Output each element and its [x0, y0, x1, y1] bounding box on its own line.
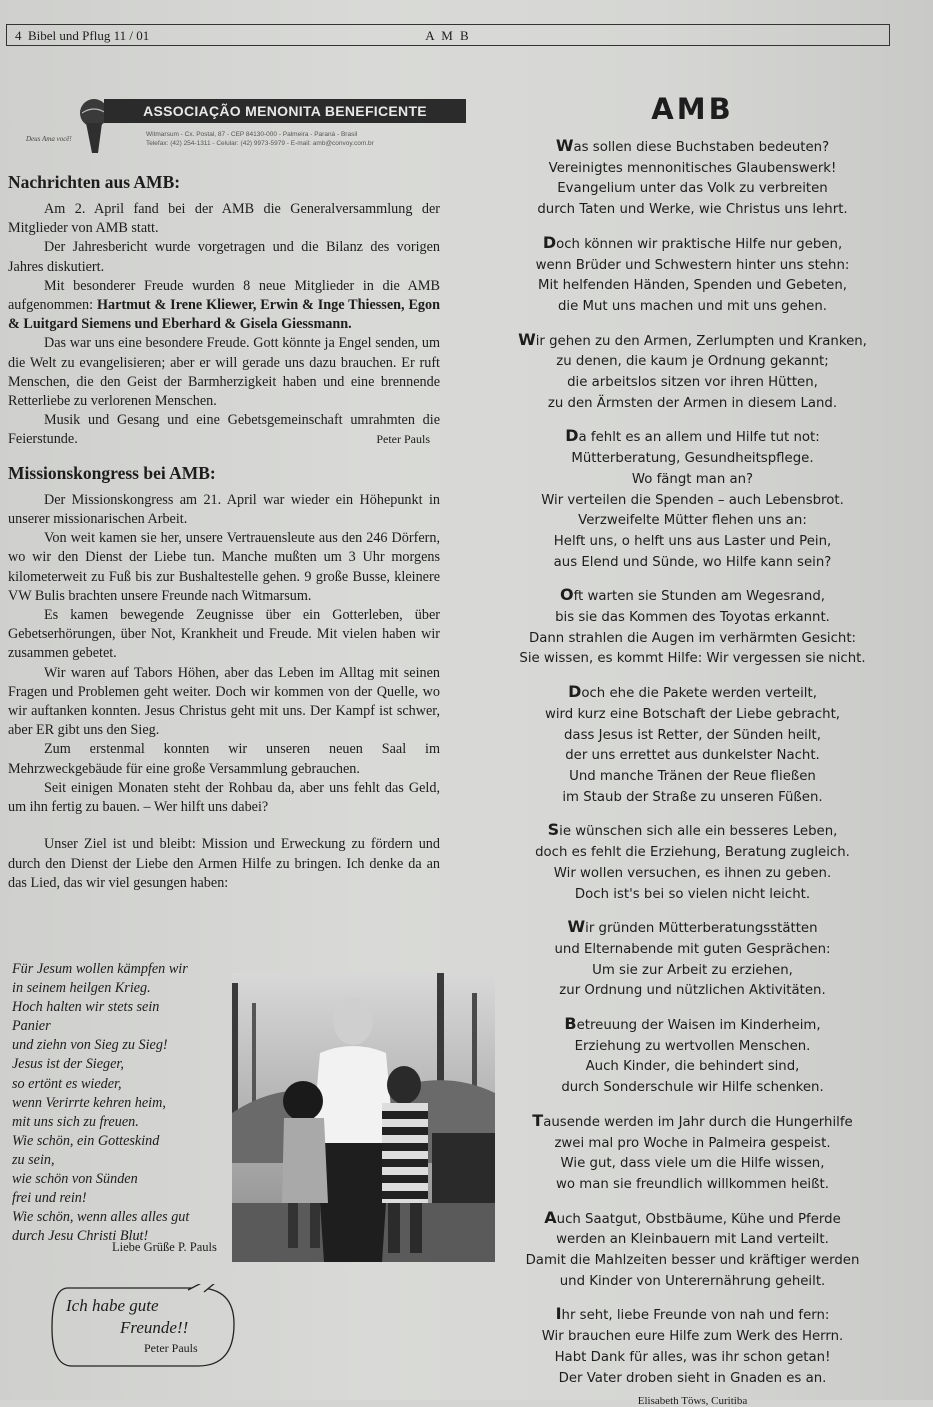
song-line: Jesus ist der Sieger, — [12, 1056, 124, 1073]
poem-line: zwei mal pro Woche in Palmeira gespeist. — [554, 1135, 831, 1151]
poem-stanza — [500, 585, 885, 670]
poem-line: Was sollen diese Buchstaben bedeuten? — [555, 136, 830, 155]
poem-line: Dann strahlen die Augen im verhärmten Gesicht: — [528, 630, 857, 646]
poem-line: wenn Brüder und Schwestern hinter uns stehn: — [535, 257, 850, 273]
initial-letter: I — [555, 1304, 562, 1324]
poem-line: und Kinder von Unterernährung geheilt. — [559, 1273, 826, 1289]
news-paragraph — [8, 277, 440, 335]
poem-line: Sie wissen, es kommt Hilfe: Wir vergessen sie nicht. — [519, 651, 866, 667]
poem-line: der uns errettet aus dunkelster Nacht. — [565, 748, 820, 764]
initial-letter: D — [565, 426, 579, 446]
poem-line: Wir gründen Mütterberatungsstätten — [567, 917, 818, 937]
poem-line: Wir gehen zu den Armen, Zerlumpten und Kranken, — [518, 329, 867, 349]
poem-line: Mütterberatung, Gesundheitspflege. — [571, 451, 814, 467]
poem-stanza — [500, 917, 885, 1002]
bubble-line-2: Freunde!! — [120, 1318, 189, 1337]
poem-line: Damit die Mahlzeiten besser und kräftiger werden — [525, 1253, 860, 1269]
mission-paragraph: Der Missionskongress am 21. April war wieder ein Höhepunkt in unserer missionarischen Arbeit. — [8, 491, 440, 528]
initial-letter: T — [532, 1110, 544, 1130]
song-line: Hoch halten wir stets sein — [12, 999, 160, 1016]
song-line: mit uns sich zu freuen. — [12, 1113, 139, 1130]
initial-letter: O — [560, 585, 574, 605]
poem-stanza — [500, 820, 885, 905]
news-paragraph: Am 2. April fand bei der AMB die Generalversammlung der Mitglieder von AMB statt. — [8, 201, 440, 237]
bubble-line-1: Ich habe gute — [66, 1296, 159, 1315]
poem-line: zur Ordnung und nützlichen Aktivitäten. — [559, 983, 826, 999]
song-line: frei und rein! — [12, 1190, 87, 1207]
news-paragraph-text: Mit besonderer Freude wurden 8 neue Mitglieder in die AMB aufgenommen: — [8, 277, 440, 314]
poem-line: Erziehung zu wertvollen Menschen. — [574, 1038, 811, 1054]
poem-line: zu denen, die kaum je Ordnung gekannt; — [556, 354, 829, 370]
poem-line: die Mut uns machen und mit uns gehen. — [557, 298, 828, 314]
poem-line: durch Taten und Werke, wie Christus uns lehrt. — [537, 202, 848, 218]
mission-paragraph: Zum erstenmal konnten wir unseren neuen Saal im Mehrzweckgebäude für eine große Versammlung gebrauchen. — [8, 741, 440, 777]
news-heading: Nachrichten aus AMB: — [8, 172, 181, 192]
initial-letter: B — [564, 1014, 577, 1034]
publication-name: Bibel und Pflug 11 / 01 — [28, 28, 150, 43]
song-line: zu sein, — [12, 1151, 55, 1168]
poem-line: Doch ehe die Pakete werden verteilt, — [568, 682, 817, 702]
poem-stanza — [500, 1014, 885, 1099]
poem-line: aus Elend und Sünde, wo Hilfe kann sein? — [553, 554, 832, 570]
song-line: Für Jesum wollen kämpfen wir — [12, 961, 188, 977]
poem-line: Oft warten sie Stunden am Wegesrand, — [560, 585, 825, 605]
mission-paragraph: Wir waren auf Tabors Höhen, aber das Leben im Alltag mit seinen Fragen und Problemen geht weiter. Doch wir kommen von der Quelle, wo wir auftanken konnten. Jesus Christus geht mit uns. Der Kampf ist schwer, aber ER gibt uns den Sieg. — [8, 664, 440, 739]
poem-line: Ihr seht, liebe Freunde von nah und fern: — [555, 1304, 830, 1324]
poem-stanza — [500, 682, 885, 808]
song-line: wie schön von Sünden — [12, 1171, 138, 1188]
initial-letter: W — [555, 136, 574, 155]
mission-paragraph: Es kamen bewegende Zeugnisse über ein Gotterleben, über Gebetserhörungen, über Not, Krankheit und Freude. Mit vielen haben wir zusammen gebetet. — [8, 607, 440, 662]
poem-stanza — [500, 1208, 885, 1293]
poem-line: wird kurz eine Botschaft der Liebe gebracht, — [544, 706, 841, 722]
poem-stanza — [500, 426, 885, 573]
poem-line: Der Vater droben sieht in Gnaden es an. — [558, 1370, 827, 1386]
initial-letter: D — [542, 232, 557, 252]
poem-line: Wir brauchen eure Hilfe zum Werk des Herrn. — [541, 1329, 844, 1345]
news-paragraph: Das war uns eine besondere Freude. Gott könnte ja Engel senden, um die Welt zu evangelisieren; aber er will gerade uns dazu brauchen. Er ruft Menschen, die den Geist der Barmherzigkeit haben und eine brennende Retterliebe zu verlorenen Menschen. — [8, 335, 440, 410]
initial-letter: S — [547, 820, 560, 840]
poem-line: Um sie zur Arbeit zu erziehen, — [592, 962, 793, 978]
poem-line: bis sie das Kommen des Toyotas erkannt. — [555, 610, 830, 626]
poem-line: Doch ist's bei so vielen nicht leicht. — [574, 886, 811, 902]
news-paragraph: Der Jahresbericht wurde vorgetragen und die Bilanz des vorigen Jahres diskutiert. — [8, 239, 440, 275]
poem-line: Vereinigtes mennonitisches Glaubenswerk! — [548, 160, 837, 176]
logo-tagline: Deus Ama você! — [26, 135, 72, 143]
poem-line: Da fehlt es an allem und Hilfe tut not: — [565, 426, 820, 446]
poem-line: Auch Saatgut, Obstbäume, Kühe und Pferde — [544, 1207, 841, 1227]
page-number: 4 — [15, 28, 22, 43]
mission-paragraph: Von weit kamen sie her, unsere Vertrauensleute aus den 246 Dörfern, wo wir den Dienst der Liebe tun. Manche mußten um 3 Uhr morgens kilometerweit zu Fuß bis zur Bushaltestelle gehen. 9 große Busse, kleinere VW Bulis brachten unsere Freunde nach Witmarsum. — [8, 530, 440, 604]
address-line-2: Telefax: (42) 254-1311 - Celular: (42) 9973-5979 - E-mail: amb@convoy.com.br — [146, 140, 374, 147]
poem-stanza — [500, 1304, 885, 1389]
song-line: durch Jesu Christi Blut! — [12, 1228, 149, 1245]
greeting: Liebe Grüße P. Pauls — [112, 1240, 217, 1254]
poem-stanza — [500, 136, 885, 221]
bubble-signature: Peter Pauls — [144, 1341, 198, 1355]
mission-paragraph: Seit einigen Monaten steht der Rohbau da, aber uns fehlt das Geld, um ihn fertig zu bauen. – Wer hilft uns dabei? — [8, 779, 440, 816]
poem-line: Und manche Tränen der Reue fließen — [569, 768, 816, 784]
page-header — [6, 24, 890, 46]
poem-line: Doch können wir praktische Hilfe nur geben, — [542, 232, 843, 252]
song-line: Panier — [12, 1018, 51, 1035]
poem-line: und Elternabende mit guten Gesprächen: — [554, 941, 831, 957]
new-members-names: Hartmut & Irene Kliewer, Erwin & Inge Thiessen, Egon & Luitgard Siemens und Eberhard & Gisela Giessmann. — [8, 297, 440, 333]
poem-line: Wir wollen versuchen, es ihnen zu geben. — [553, 865, 832, 881]
poem-line: Helft uns, o helft uns aus Laster und Pein, — [553, 533, 832, 549]
address-line-1: Witmarsum - Cx. Postal, 87 - CEP 84130-000 - Palmeira - Paraná - Brasil — [146, 131, 358, 138]
poem-stanza — [500, 233, 885, 318]
speech-bubble — [48, 1284, 238, 1370]
poem-line: Habt Dank für alles, was ihr schon getan! — [554, 1349, 831, 1365]
song-line: und ziehn von Sieg zu Sieg! — [12, 1037, 168, 1054]
poem-line: die arbeitslos sitzen vor ihren Hütten, — [567, 375, 818, 391]
initial-letter: W — [567, 917, 586, 937]
amb-logo — [26, 95, 476, 165]
poem-author: Elisabeth Töws, Curitiba — [637, 1395, 748, 1407]
poem-line: Tausende werden im Jahr durch die Hungerhilfe — [532, 1110, 853, 1130]
song-lyrics — [12, 960, 232, 1246]
poem-line: durch Sonderschule wir Hilfe schenken. — [561, 1080, 824, 1096]
section-title: A M B — [425, 28, 471, 43]
poem-line: wo man sie freundlich willkommen heißt. — [556, 1176, 829, 1192]
song-line: wenn Verirrte kehren heim, — [12, 1094, 166, 1111]
photo-illustration — [232, 973, 495, 1262]
poem-line: Evangelium unter das Volk zu verbreiten — [557, 181, 828, 197]
poem-stanza — [500, 330, 885, 415]
song-line: Wie schön, wenn alles alles gut — [12, 1209, 190, 1226]
mission-paragraph: Unser Ziel ist und bleibt: Mission und Erweckung zu fördern und durch den Dienst der Liebe den Armen Hilfe zu bringen. Ich denke da an das Lied, das wir viel gesungen haben: — [8, 836, 440, 891]
poem-line: werden an Kleinbauern mit Land verteilt. — [556, 1232, 829, 1248]
poem-stanza — [500, 1111, 885, 1196]
song-line: so ertönt es wieder, — [12, 1075, 122, 1092]
poem-line: Wir verteilen die Spenden – auch Lebensbrot. — [541, 492, 844, 508]
initial-letter: A — [544, 1207, 557, 1227]
poem-line: Verzweifelte Mütter flehen uns an: — [578, 513, 807, 529]
left-column — [8, 172, 440, 893]
poem-line: Auch Kinder, die behindert sind, — [585, 1059, 800, 1075]
poem-line: Mit helfenden Händen, Spenden und Gebeten, — [538, 278, 847, 294]
poem-stanzas — [500, 136, 885, 1389]
initial-letter: W — [518, 329, 536, 349]
song-line: in seinem heilgen Krieg. — [12, 980, 151, 997]
initial-letter: D — [568, 682, 582, 702]
song-line: Wie schön, ein Gotteskind — [12, 1132, 160, 1149]
logo-name: ASSOCIAÇÃO MENONITA BENEFICENTE — [104, 99, 466, 123]
news-paragraph: Musik und Gesang und eine Gebetsgemeinschaft umrahmten die Feierstunde. — [8, 412, 440, 448]
poem-line: im Staub der Straße zu unseren Füßen. — [562, 789, 823, 805]
poem-line: Betreuung der Waisen im Kinderheim, — [564, 1014, 821, 1034]
mission-heading: Missionskongress bei AMB: — [8, 462, 216, 483]
poem-line: zu den Ärmsten der Armen in diesem Land. — [547, 395, 838, 411]
poem-line: Wo fängt man an? — [631, 471, 754, 487]
logo-address — [146, 130, 374, 148]
news-signature: Peter Pauls — [376, 431, 430, 446]
poem-line: dass Jesus ist Retter, der Sünden heilt, — [563, 727, 822, 743]
right-column-poem — [500, 92, 885, 1407]
group-photo — [232, 973, 495, 1262]
poem-line: doch es fehlt die Erziehung, Beratung zugleich. — [535, 845, 850, 861]
poem-title: AMB — [651, 92, 734, 126]
poem-line: Sie wünschen sich alle ein besseres Leben, — [547, 820, 838, 840]
poem-line: Wie gut, dass viele um die Hilfe wissen, — [560, 1156, 825, 1172]
